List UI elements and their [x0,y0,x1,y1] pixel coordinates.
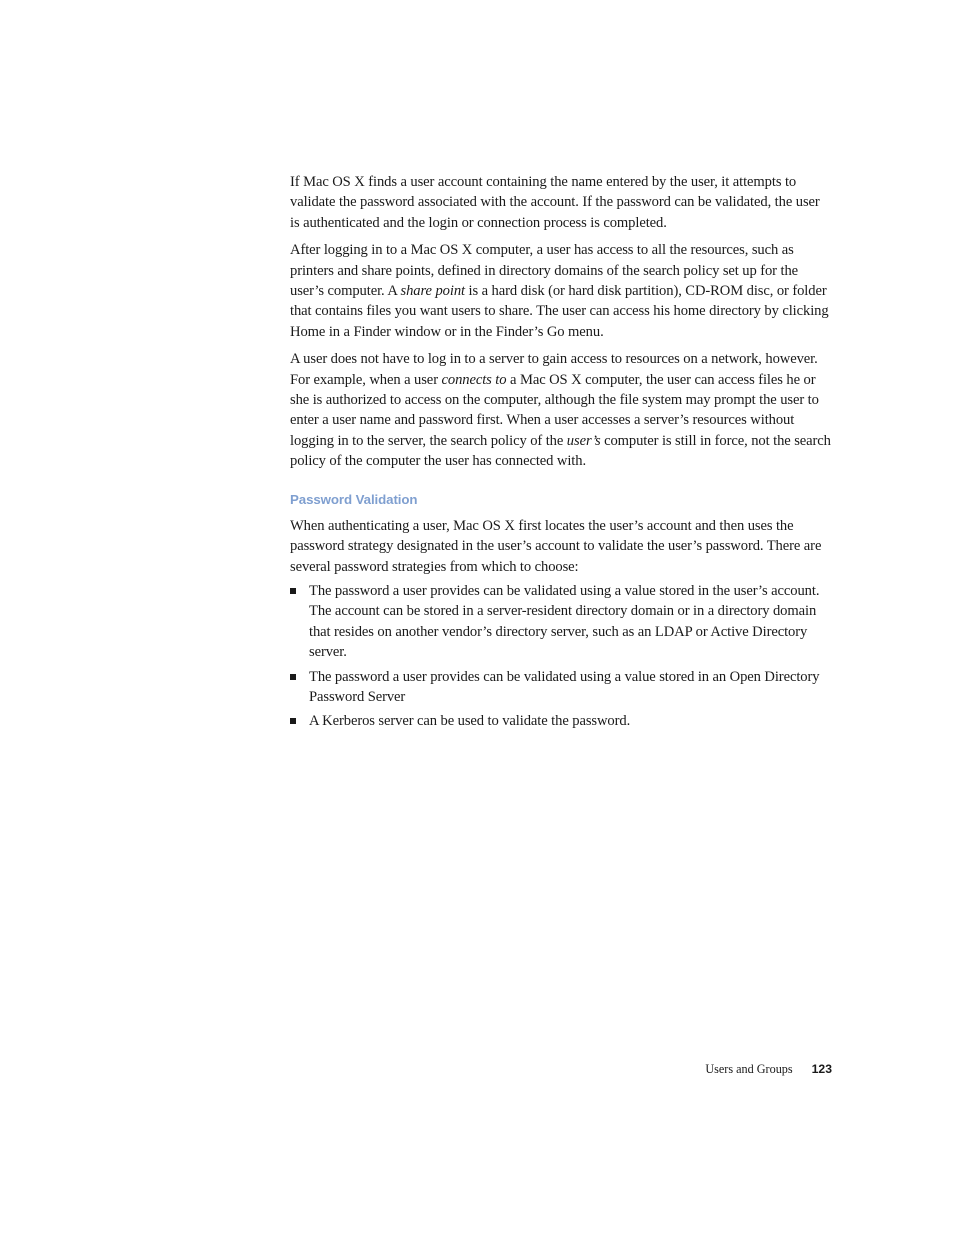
section-intro: When authenticating a user, Mac OS X first locates the user’s account and then uses the password strategy designated in the user’s account to validate the user’s password. There are several password strategies from which to choose: [290,517,822,575]
list-item [290,581,832,663]
list-item-text: A Kerberos server can be used to validate the password. [309,713,631,730]
list-item-text: The password a user provides can be validated using a value stored in an Open Directory Password Server [309,668,820,705]
paragraph-text: After logging in to a Mac OS X computer, a user has access to all the resources, such as printers and share points, defined in directory domains of the search policy set up for the user’s computer. A [290,242,799,300]
list-item-text: The password a user provides can be validated using a value stored in the user’s account. The account can be stored in a server-resident directory domain or in a directory domain that resides on another vendor’s directory server, such as an LDAP or Active Directory server. [309,582,820,661]
paragraph-login-validation: If Mac OS X finds a user account containing the name entered by the user, it attempts to validate the password associated with the account. If the password can be validated, the user is authenticated and the login or connection process is completed. [290,174,820,231]
paragraph-text: computer is still in force, not the search policy of the computer the user has connected with. [290,432,831,470]
term-connects-to: connects to [441,371,507,388]
term-users: user’s [566,432,601,449]
paragraph-text: is a hard disk (or hard disk partition), CD-ROM disc, or folder that contains files you want users to share. The user can access his home directory by clicking Home in a Finder window or in the Finder’s Go menu. [290,283,829,340]
paragraph-text: A user does not have to log in to a server to gain access to resources on a network, however. For example, when a user [290,351,818,388]
section-heading: Password Validation [290,491,418,507]
page-footer [705,1062,832,1077]
footer-chapter-title: Users and Groups [705,1062,793,1076]
bullet-square-icon [290,588,296,594]
term-share-point: share point [400,283,465,300]
page-number: 123 [811,1062,832,1076]
bullet-square-icon [290,718,296,724]
list-item [290,667,832,708]
list-item [290,711,832,731]
paragraph-resources [290,240,832,342]
paragraph-network-access [290,349,832,471]
password-strategy-list [290,581,832,732]
bullet-square-icon [290,674,296,680]
paragraph-text: a Mac OS X computer, the user can access files he or she is authorized to access on the computer, although the file system may prompt the user to enter a user name and password first. When a user accesses a server’s resources without logging in to the server, the search policy of the [290,371,819,449]
page-body [290,172,832,736]
